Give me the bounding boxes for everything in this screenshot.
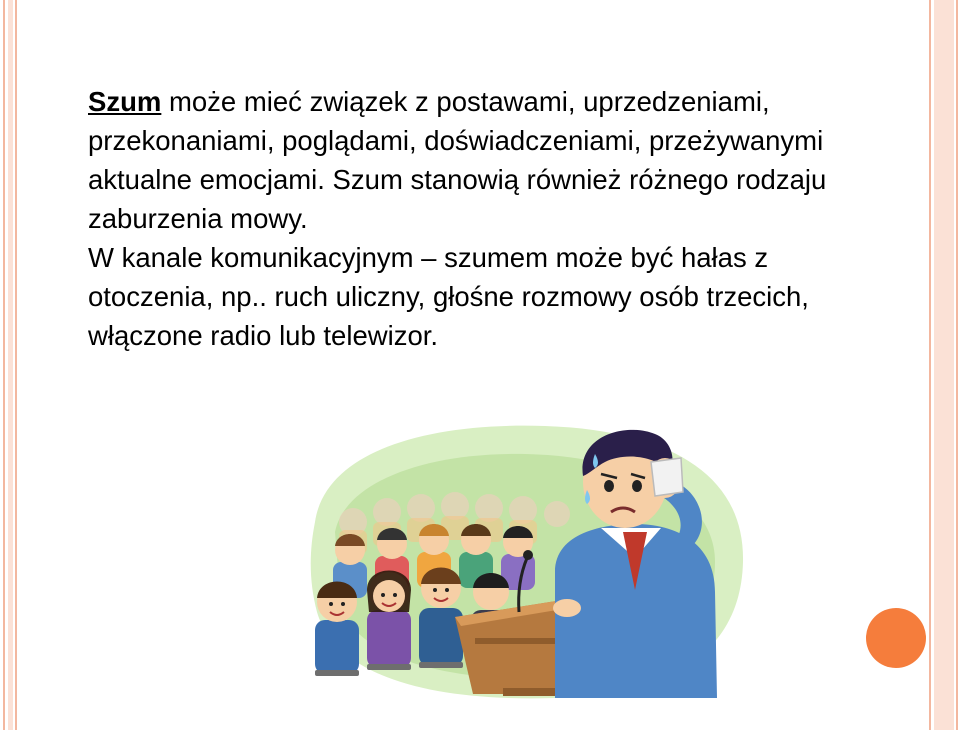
left-frame-line-inner xyxy=(15,0,17,730)
paragraph-noise-sources-text: może mieć związek z postawami, uprzedzeniami, przekonaniami, poglądami, doświadczeniami, przeżywanymi aktualne emocjami. Szum stanowią również różnego rodzaju zaburzenia mowy. xyxy=(88,86,827,234)
orange-accent-circle xyxy=(866,608,926,668)
right-frame-line-inner xyxy=(929,0,931,730)
paragraph-noise-sources xyxy=(88,82,888,238)
paragraph-channel-noise: W kanale komunikacyjnym – szumem może być hałas z otoczenia, np.. ruch uliczny, głośne rozmowy osób trzecich, włączone radio lub telewizor. xyxy=(88,242,809,351)
right-frame-band xyxy=(934,0,954,730)
nervous-speaker-audience-illustration-icon xyxy=(305,412,750,702)
left-frame-band xyxy=(8,0,13,730)
slide-body-text xyxy=(88,82,888,355)
keyword-szum: Szum xyxy=(88,86,162,117)
right-frame-line-outer xyxy=(956,0,958,730)
left-frame-line-outer xyxy=(3,0,5,730)
